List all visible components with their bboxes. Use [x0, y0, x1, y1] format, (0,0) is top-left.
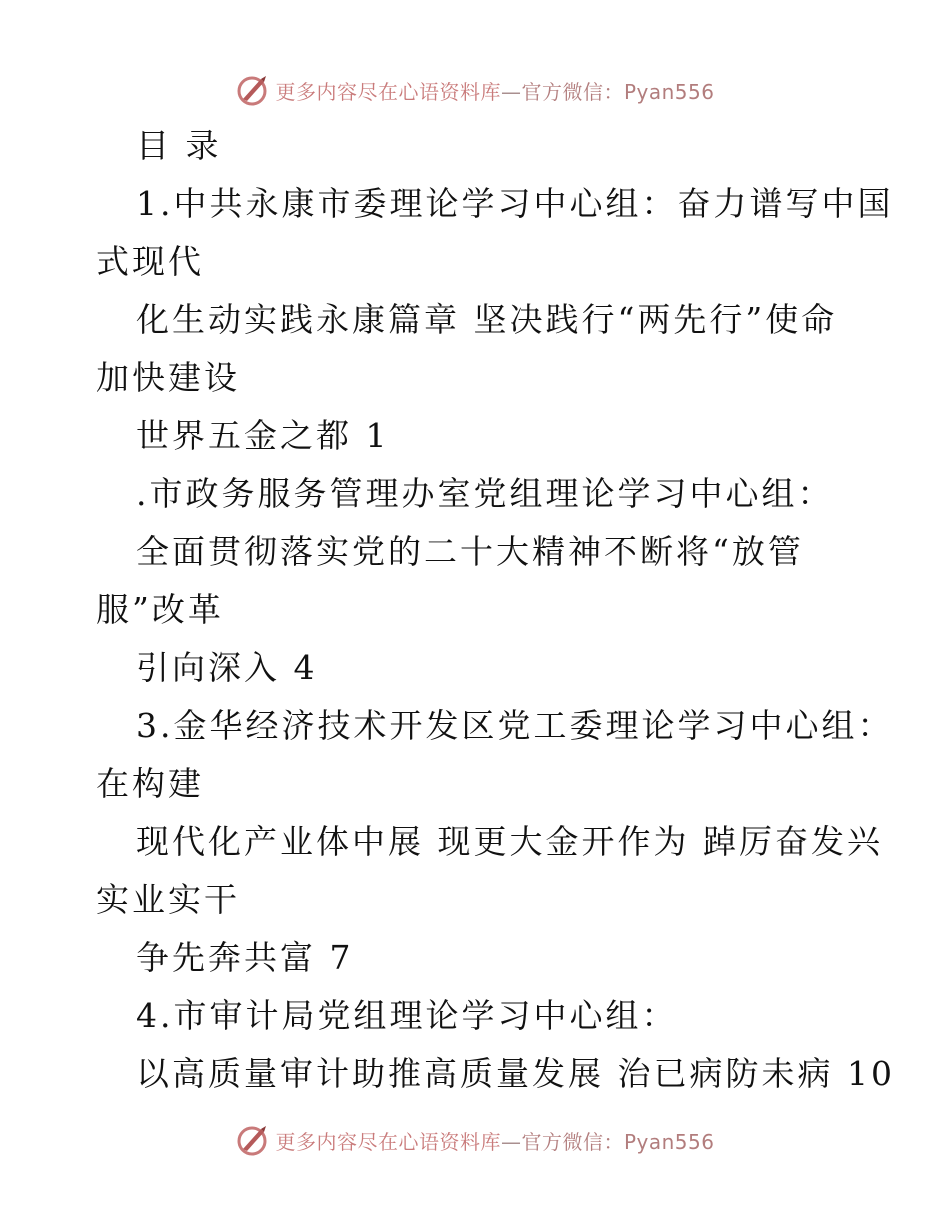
toc-line: 以高质量审计助推高质量发展 治已病防未病 10: [136, 1054, 895, 1093]
toc-line: 1.中共永康市委理论学习中心组：奋力谱写中国: [136, 184, 894, 223]
toc-line: 引向深入 4: [136, 648, 318, 687]
toc-line: 加快建设: [96, 358, 240, 397]
quill-pen-logo-icon: [235, 73, 269, 107]
toc-line: 式现代: [96, 242, 204, 281]
toc-line: 服”改革: [96, 590, 224, 629]
toc-line: 3.金华经济技术开发区党工委理论学习中心组：: [136, 706, 894, 745]
toc-line: 世界五金之都 1: [136, 416, 390, 455]
watermark-text: 更多内容尽在心语资料库—官方微信：Pyan556: [275, 1129, 715, 1154]
toc-line: 现代化产业体中展 现更大金开作为 踔厉奋发兴: [136, 822, 883, 861]
toc-line: .市政务服务管理办室党组理论学习中心组：: [136, 474, 834, 513]
watermark-text: 更多内容尽在心语资料库—官方微信：Pyan556: [275, 79, 715, 104]
toc-line: 实业实干: [96, 880, 240, 919]
toc-line: 争先奔共富 7: [136, 938, 354, 977]
toc-line: 在构建: [96, 764, 204, 803]
footer-watermark: [0, 1120, 950, 1160]
header-watermark: [0, 70, 950, 110]
toc-line: 全面贯彻落实党的二十大精神不断将“放管: [136, 532, 804, 571]
quill-pen-logo-icon: [235, 1123, 269, 1157]
toc-line: 4.市审计局党组理论学习中心组：: [136, 996, 678, 1035]
toc-heading: 目 录: [136, 126, 222, 165]
toc-line: 化生动实践永康篇章 坚决践行“两先行”使命: [136, 300, 838, 339]
